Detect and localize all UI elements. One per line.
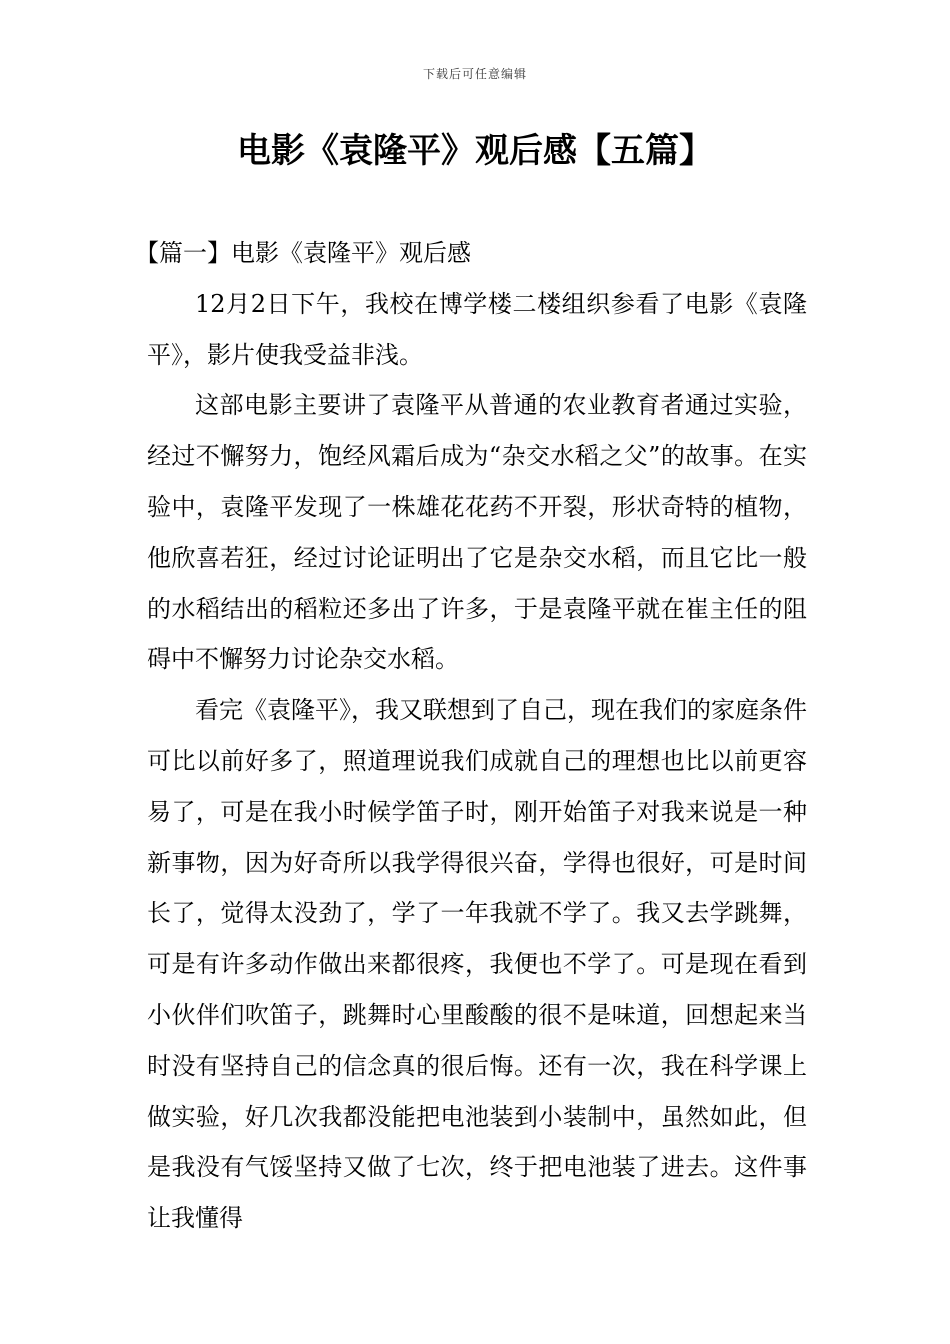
section-heading: 【篇一】电影《袁隆平》观后感 (135, 239, 471, 267)
header-note: 下载后可任意编辑 (422, 67, 527, 81)
paragraph-1: 12月2日下午，我校在博学楼二楼组织参看了电影《袁隆平》，影片使我受益非浅。 (147, 289, 807, 369)
document-body (135, 228, 807, 1244)
paragraph-2: 这部电影主要讲了袁隆平从普通的农业教育者通过实验，经过不懈努力，饱经风霜后成为“杂交水稻之父”的故事。在实验中，袁隆平发现了一株雄花花药不开裂，形状奇特的植物，他欣喜若狂，经过讨论证明出了它是杂交水稻，而且它比一般的水稻结出的稻粒还多出了许多，于是袁隆平就在崔主任的阻碍中不懈努力讨论杂交水稻。 (147, 391, 807, 674)
document-title: 电影《袁隆平》观后感【五篇】 (237, 131, 713, 171)
paragraph-3: 看完《袁隆平》，我又联想到了自己，现在我们的家庭条件可比以前好多了，照道理说我们成就自己的理想也比以前更容易了，可是在我小时候学笛子时，刚开始笛子对我来说是一种新事物，因为好奇所以我学得很兴奋，学得也很好，可是时间长了，觉得太没劲了，学了一年我就不学了。我又去学跳舞，可是有许多动作做出来都很疼，我便也不学了。可是现在看到小伙伴们吹笛子，跳舞时心里酸酸的很不是味道，回想起来当时没有坚持自己的信念真的很后悔。还有一次，我在科学课上做实验，好几次我都没能把电池装到小装制中，虽然如此，但是我没有气馁坚持又做了七次，终于把电池装了进去。这件事让我懂得 (147, 696, 807, 1233)
